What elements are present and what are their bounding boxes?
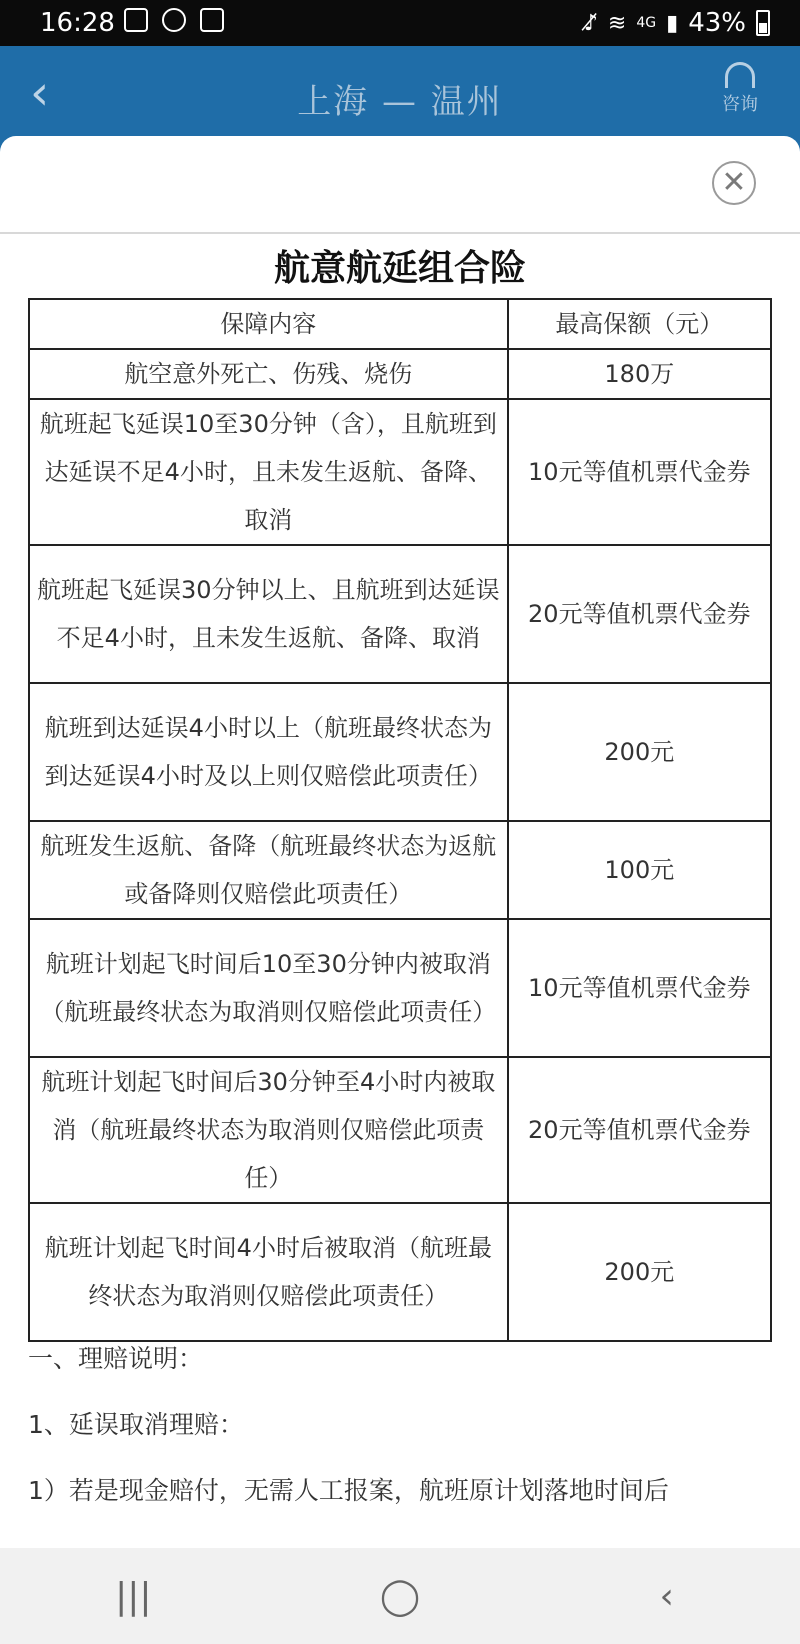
close-button[interactable] (712, 161, 756, 205)
consult-button[interactable] (710, 62, 770, 116)
table-row (29, 399, 771, 545)
notification-icons (124, 8, 224, 32)
table-row (29, 1203, 771, 1341)
amount-cell: 180万 (508, 349, 771, 399)
table-row (29, 919, 771, 1057)
amount-cell: 10元等值机票代金券 (508, 919, 771, 1057)
coverage-table (28, 298, 772, 1342)
claims-section (28, 1340, 772, 1538)
claims-line: 1）若是现金赔付，无需人工报案，航班原计划落地时间后 (28, 1476, 669, 1505)
sheet-header (0, 136, 800, 234)
mute-icon: ♪̸ (583, 10, 598, 36)
claims-heading: 一、理赔说明： (28, 1344, 204, 1373)
system-nav-bar (0, 1548, 800, 1644)
status-bar (0, 0, 800, 46)
coverage-cell: 航班到达延误4小时以上（航班最终状态为到达延误4小时及以上则仅赔偿此项责任） (29, 683, 508, 821)
coverage-cell: 航班起飞延误30分钟以上、且航班到达延误不足4小时，且未发生返航、备降、取消 (29, 545, 508, 683)
insurance-sheet (0, 136, 800, 1548)
document-title: 航意航延组合险 (273, 248, 526, 289)
table-row (29, 1057, 771, 1203)
nav-back-button[interactable]: ‹ (659, 1575, 674, 1617)
network-type: 4G (636, 15, 657, 31)
table-row (29, 683, 771, 821)
consult-label: 咨询 (722, 94, 758, 115)
coverage-cell: 航班计划起飞时间4小时后被取消（航班最终状态为取消则仅赔偿此项责任） (29, 1203, 508, 1341)
amount-cell: 10元等值机票代金券 (508, 399, 771, 545)
amount-cell: 20元等值机票代金券 (508, 1057, 771, 1203)
wifi-icon: ≋ (607, 10, 627, 36)
app-notification-icon (162, 8, 186, 32)
clock-notification-icon (200, 8, 224, 32)
amount-cell: 20元等值机票代金券 (508, 545, 771, 683)
table-row (29, 821, 771, 919)
image-notification-icon (124, 8, 148, 32)
battery-text: 43% (688, 8, 746, 38)
claims-subheading: 1、延误取消理赔： (28, 1410, 244, 1439)
coverage-cell: 航班起飞延误10至30分钟（含），且航班到达延误不足4小时，且未发生返航、备降、取消 (29, 399, 508, 545)
coverage-cell: 航班计划起飞时间后10至30分钟内被取消（航班最终状态为取消则仅赔偿此项责任） (29, 919, 508, 1057)
amount-cell: 200元 (508, 1203, 771, 1341)
signal-icon: ▮ (666, 10, 679, 36)
coverage-cell: 航班计划起飞时间后30分钟至4小时内被取消（航班最终状态为取消则仅赔偿此项责任） (29, 1057, 508, 1203)
status-time: 16:28 (40, 8, 115, 38)
coverage-cell: 航班发生返航、备降（航班最终状态为返航或备降则仅赔偿此项责任） (29, 821, 508, 919)
chevron-left-icon: ‹ (30, 65, 50, 121)
status-right (584, 8, 770, 38)
amount-cell: 200元 (508, 683, 771, 821)
column-header-coverage: 保障内容 (29, 299, 508, 349)
column-header-amount: 最高保额（元） (508, 299, 771, 349)
table-row (29, 349, 771, 399)
table-header-row (29, 299, 771, 349)
battery-icon (756, 10, 770, 36)
amount-cell: 100元 (508, 821, 771, 919)
home-button[interactable]: ◯ (379, 1575, 421, 1617)
coverage-cell: 航空意外死亡、伤残、烧伤 (29, 349, 508, 399)
recent-apps-button[interactable]: ||| (115, 1575, 152, 1617)
page-title: 上海 — 温州 (297, 82, 503, 122)
table-row (29, 545, 771, 683)
headset-icon (725, 62, 755, 88)
close-icon: ✕ (721, 165, 747, 200)
